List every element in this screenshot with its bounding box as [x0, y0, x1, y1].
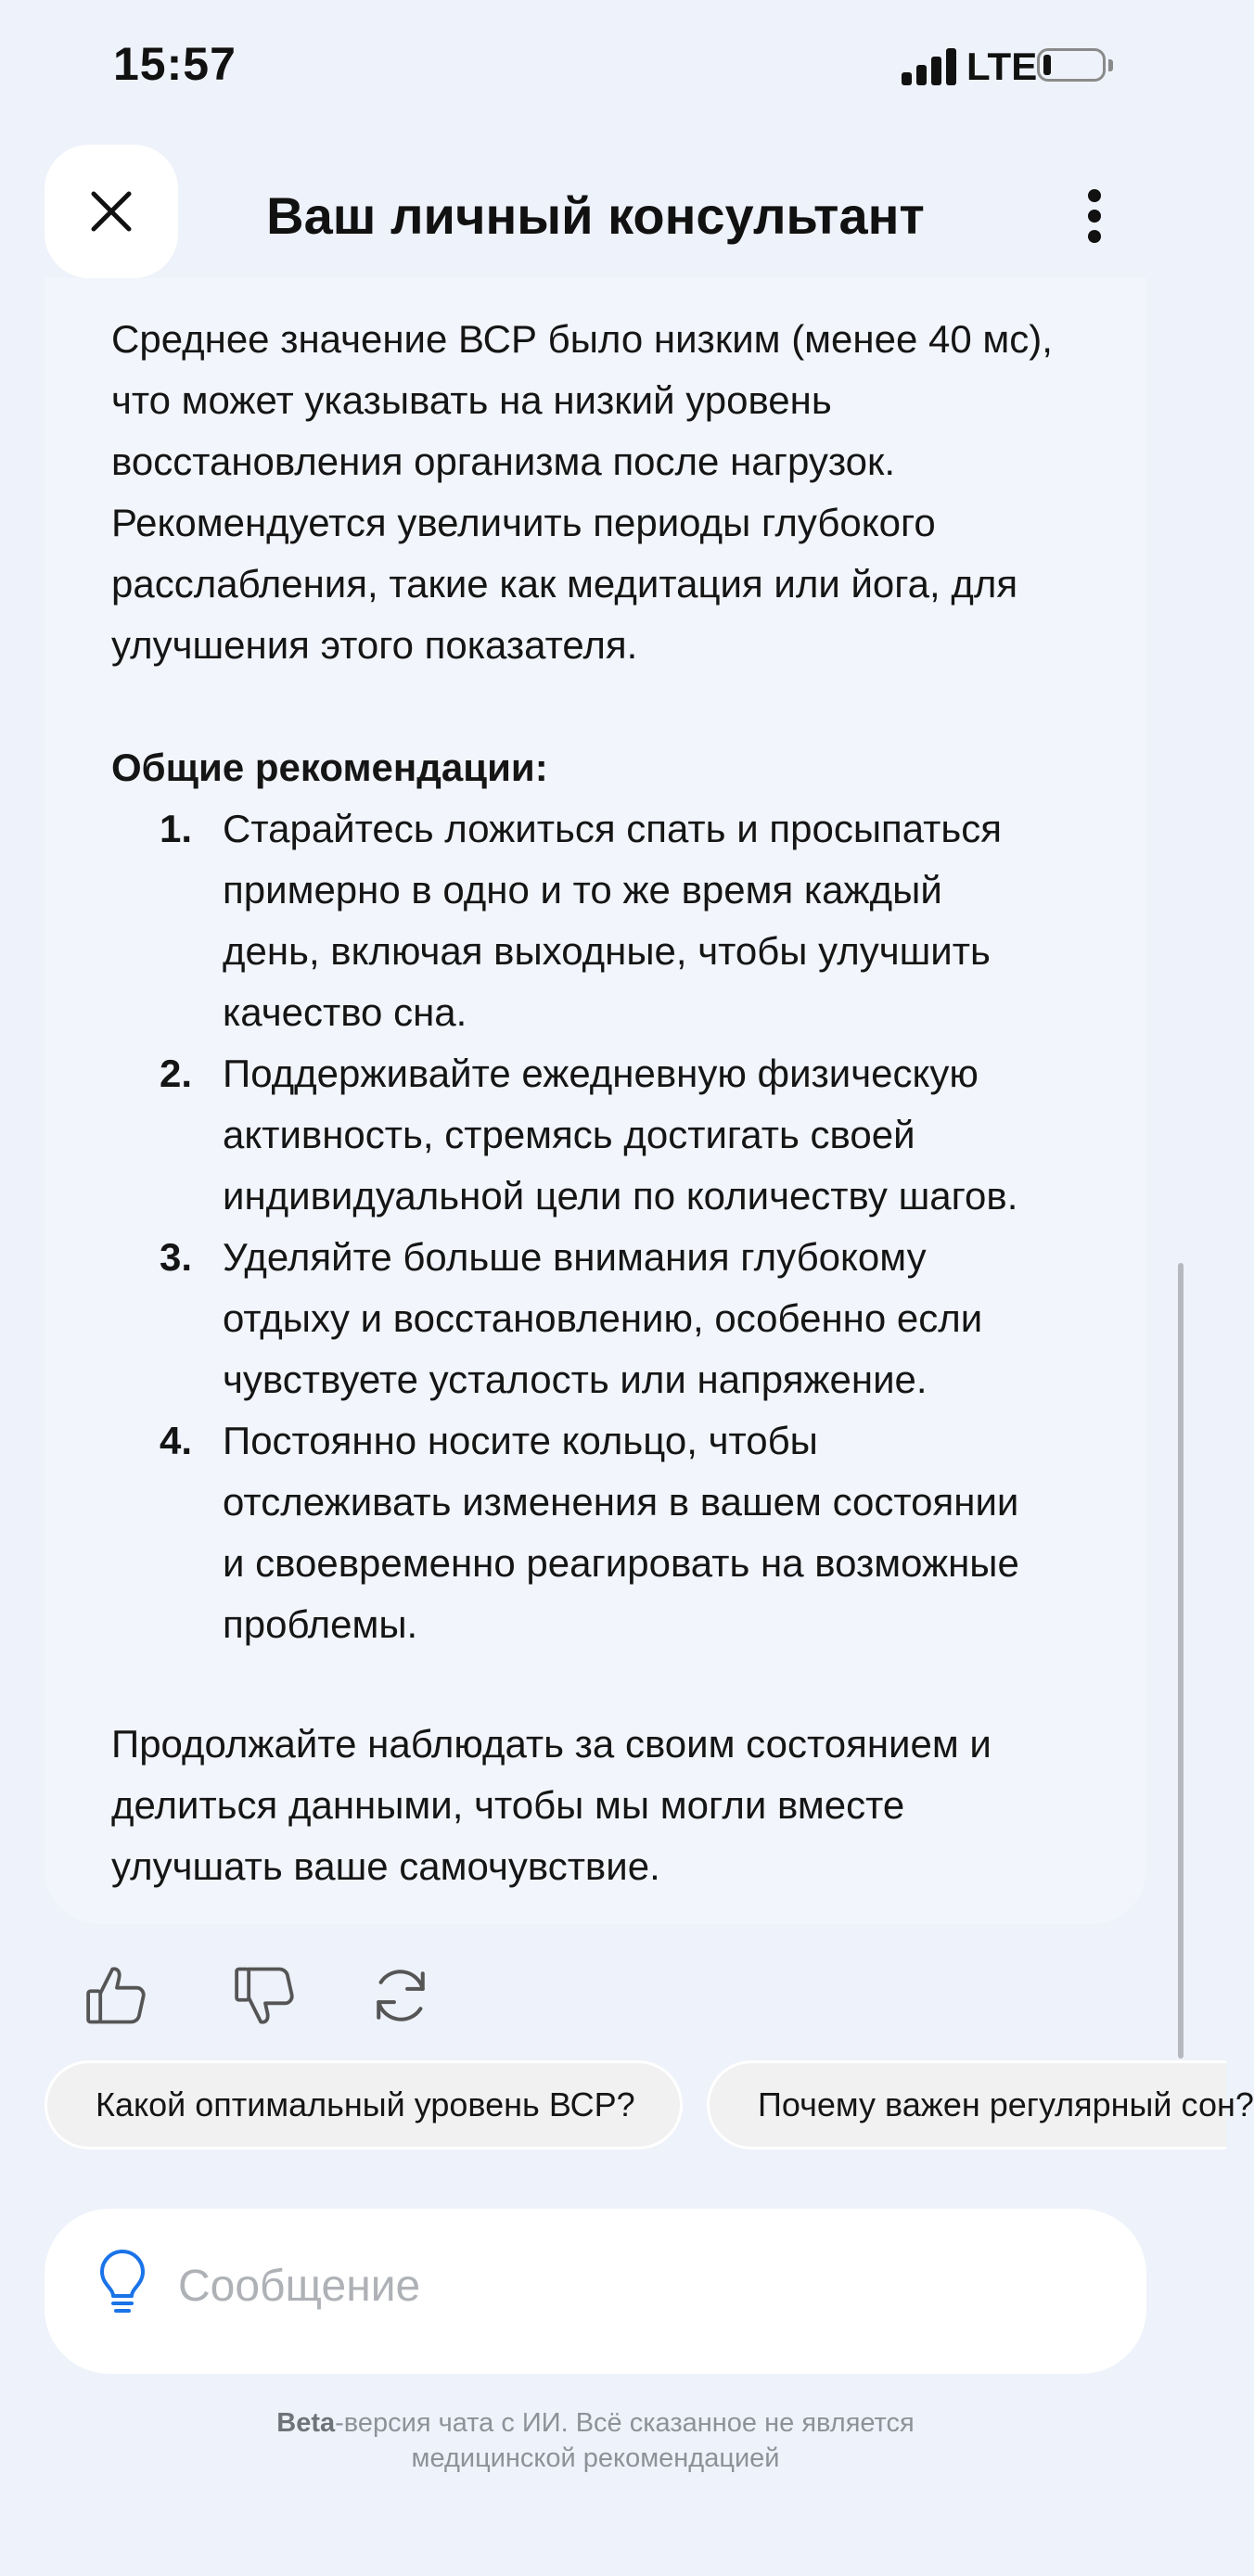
network-type: LTE [966, 45, 1038, 88]
close-icon [89, 189, 134, 234]
status-bar [0, 0, 1191, 139]
signal-icon [902, 46, 957, 85]
like-button[interactable] [82, 1960, 152, 2031]
dislike-button[interactable] [230, 1960, 301, 2031]
message-input[interactable] [45, 2209, 1146, 2374]
list-number: 2. [160, 1052, 193, 1095]
list-item: Уделяйте больше внимания глубокому отдыху и восстановлению, особенно если чувствуете усталость или напряжение. [223, 1235, 983, 1401]
list-item: Поддерживайте ежедневную физическую активность, стремясь достигать своей индивидуальной цели по количеству шагов. [223, 1052, 1018, 1218]
refresh-icon [365, 1960, 436, 2031]
suggestion-chip[interactable]: Почему важен регулярный сон? [707, 2060, 1226, 2149]
regenerate-button[interactable] [365, 1960, 436, 2031]
message-paragraph-final: Продолжайте наблюдать за своим состоянием и делиться данными, чтобы мы могли вместе улучшать ваше самочувствие. [111, 1722, 992, 1888]
page-title: Ваш личный консультант [266, 186, 925, 245]
list-number: 4. [160, 1419, 193, 1462]
message-paragraph-intro: Среднее значение ВСР было низким (менее 40 мс), что может указывать на низкий уровень восстановления организма после нагрузок. Рекомендуется увеличить периоды глубокого расслабления, такие как медитация или йога, для улучшения этого показателя. [111, 317, 1053, 667]
more-options-button[interactable] [1067, 182, 1122, 247]
disclaimer: Beta-версия чата с ИИ. Всё сказанное не является медицинской рекомендацией [276, 2408, 915, 2473]
status-time: 15:57 [113, 38, 237, 90]
lightbulb-icon [96, 2251, 148, 2318]
suggestion-chip[interactable]: Какой оптимальный уровень ВСР? [45, 2060, 683, 2149]
battery-icon [1037, 48, 1106, 82]
list-item: Старайтесь ложиться спать и просыпаться примерно в одно и то же время каждый день, включая выходные, чтобы улучшить качество сна. [223, 807, 1003, 1034]
message-placeholder: Сообщение [178, 2262, 421, 2311]
close-button[interactable] [45, 145, 178, 278]
thumbs-down-icon [230, 1960, 301, 2031]
battery-nub [1108, 59, 1113, 71]
list-item: Постоянно носите кольцо, чтобы отслеживать изменения в вашем состоянии и своевременно реагировать на возможные проблемы. [223, 1419, 1019, 1646]
more-vertical-icon [1088, 189, 1101, 202]
list-number: 3. [160, 1235, 193, 1279]
recommendations-heading: Общие рекомендации: [111, 746, 548, 789]
list-number: 1. [160, 807, 193, 850]
thumbs-up-icon [82, 1960, 152, 2031]
scrollbar[interactable] [1178, 1263, 1184, 2059]
